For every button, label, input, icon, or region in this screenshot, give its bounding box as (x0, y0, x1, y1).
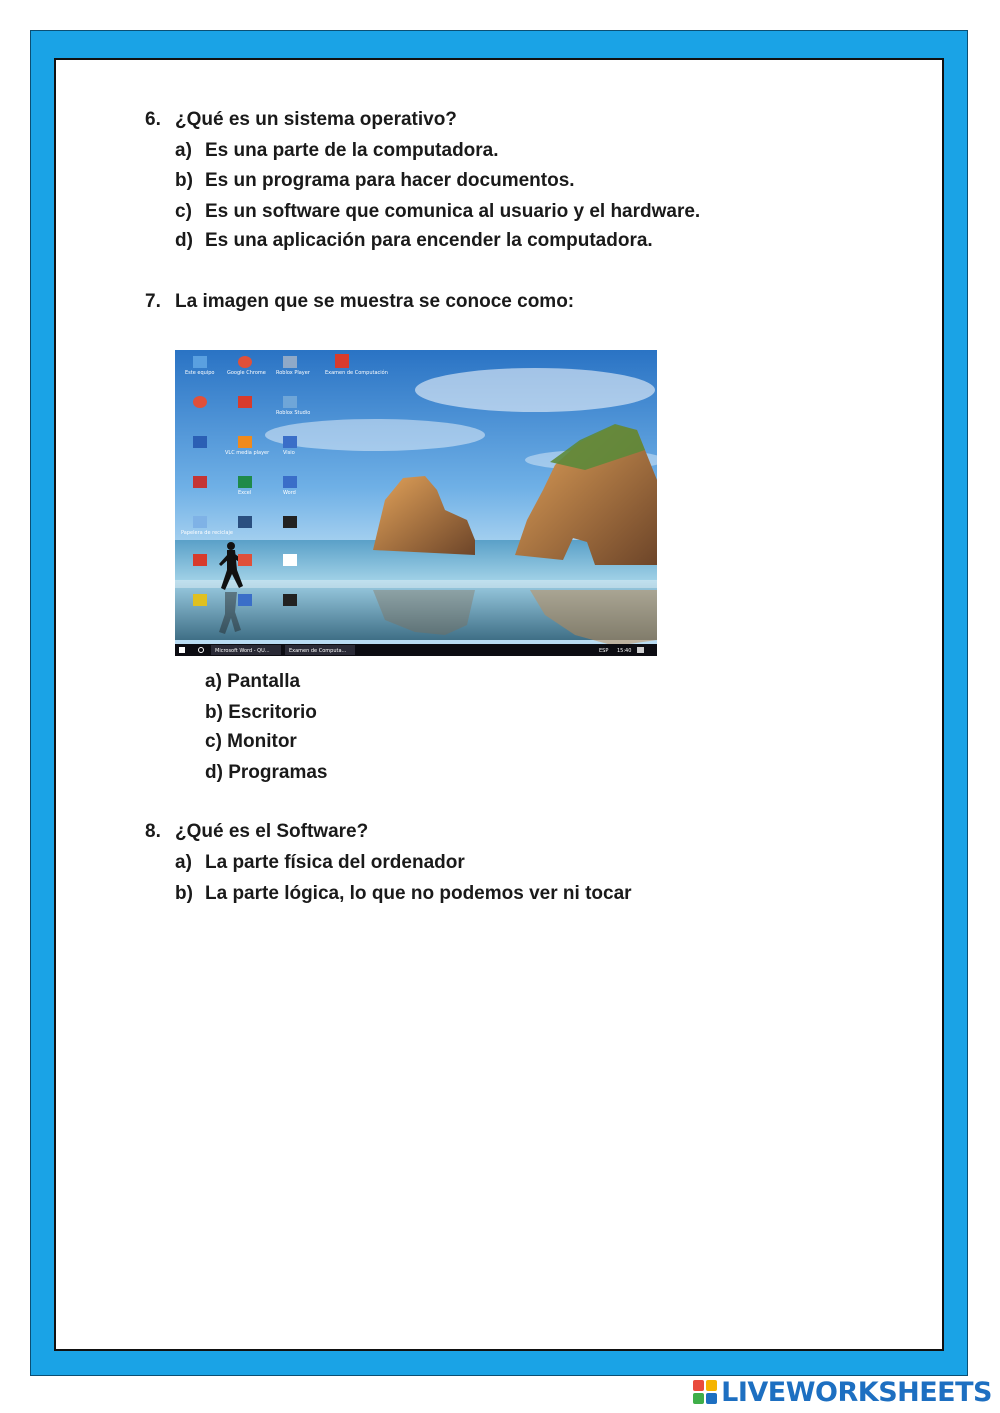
taskbar-app: Microsoft Word - QU... (215, 648, 270, 654)
question-number: 7. (145, 291, 161, 312)
desktop-icon-label: Excel (238, 490, 252, 496)
desktop-icon-label: Roblox Player (276, 370, 310, 376)
brand-name: LIVEWORKSHEETS (721, 1376, 992, 1408)
question-text: ¿Qué es un sistema operativo? (175, 109, 457, 130)
option-text: c) Monitor (205, 731, 297, 752)
option-text: La parte lógica, lo que no podemos ver ni tocar (205, 883, 632, 904)
question-text: La imagen que se muestra se conoce como: (175, 291, 575, 312)
desktop-icon-label: Roblox Studio (276, 410, 311, 416)
desktop-icon-label: Examen de Computación (325, 370, 388, 376)
taskbar-lang: ESP (599, 648, 609, 654)
desktop-icon-label: VLC media player (225, 450, 270, 456)
desktop-icon-label: Este equipo (185, 370, 215, 376)
question-text: ¿Qué es el Software? (175, 821, 369, 842)
desktop-icon-label: Google Chrome (227, 370, 266, 376)
question-number: 6. (145, 109, 161, 130)
question-8 (0, 820, 1000, 910)
option-letter: c) (175, 201, 192, 222)
option-letter: b) (175, 883, 193, 904)
option-text: Es un programa para hacer documentos. (205, 170, 575, 191)
option-text: Es una aplicación para encender la computadora. (205, 230, 653, 251)
windows-desktop-image (175, 350, 657, 656)
option-text: La parte física del ordenador (205, 852, 465, 873)
option-letter: a) (175, 140, 192, 161)
liveworksheets-logo (693, 1376, 992, 1408)
option-letter: d) (175, 230, 193, 251)
taskbar-app: Examen de Computa... (289, 648, 347, 654)
taskbar-clock: 15:40 (617, 648, 632, 654)
question-6 (0, 108, 1000, 258)
option-text: Es un software que comunica al usuario y el hardware. (205, 201, 701, 222)
option-letter: a) (175, 852, 192, 873)
option-text: b) Escritorio (205, 702, 317, 723)
desktop-icon-label: Papelera de reciclaje (181, 530, 233, 536)
option-text: d) Programas (205, 762, 328, 783)
desktop-icon-label: Visio (283, 450, 295, 456)
option-letter: b) (175, 170, 193, 191)
desktop-icon-label: Word (283, 490, 296, 496)
option-text: Es una parte de la computadora. (205, 140, 499, 161)
question-7-options (0, 670, 1000, 790)
question-number: 8. (145, 821, 161, 842)
question-7 (0, 290, 1000, 314)
option-text: a) Pantalla (205, 671, 301, 692)
liveworksheets-logo-icon (693, 1380, 717, 1404)
